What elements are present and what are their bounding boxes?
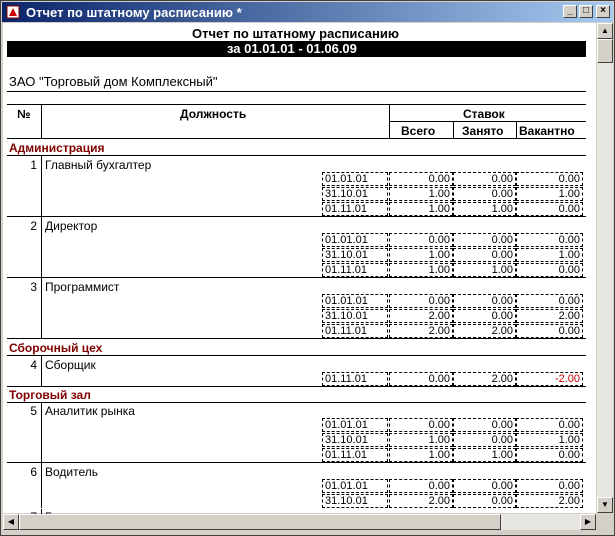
position-name: Водитель <box>45 465 99 479</box>
entry-date: 01.11.01 <box>322 263 388 277</box>
section-title: Сборочный цех <box>9 341 103 355</box>
maximize-icon[interactable]: □ <box>579 5 593 18</box>
entry-vacant: 1.00 <box>516 433 583 447</box>
entry-occupied: 1.00 <box>453 202 516 216</box>
col-header-occupied: Занято <box>462 124 504 138</box>
entry-total: 1.00 <box>389 187 453 201</box>
entry-date: 31.10.01 <box>322 309 388 323</box>
position-name: Программист <box>45 280 120 294</box>
entry-total: 0.00 <box>389 418 453 432</box>
scroll-down-icon[interactable]: ▼ <box>597 497 613 513</box>
entry-total: 0.00 <box>389 294 453 308</box>
row-number: 3 <box>30 280 37 294</box>
position-name: Сборщик <box>45 358 96 372</box>
entry-occupied: 0.00 <box>453 187 516 201</box>
entry-occupied: 0.00 <box>453 479 516 493</box>
vertical-scroll-thumb[interactable] <box>597 39 613 63</box>
entry-total: 2.00 <box>389 494 453 508</box>
entry-vacant: 0.00 <box>516 418 583 432</box>
entry-date: 01.01.01 <box>322 233 388 247</box>
company-name: ЗАО "Торговый дом Комплексный" <box>9 74 218 89</box>
entry-vacant: 0.00 <box>516 172 583 186</box>
entry-date: 01.01.01 <box>322 418 388 432</box>
section-title: Торговый зал <box>9 388 91 402</box>
entry-date: 31.10.01 <box>322 494 388 508</box>
title-bar[interactable] <box>2 2 613 22</box>
entry-occupied: 0.00 <box>453 294 516 308</box>
entry-occupied: 0.00 <box>453 172 516 186</box>
position-name: Главный бухгалтер <box>45 158 152 172</box>
report-app-icon <box>6 5 20 19</box>
entry-occupied: 2.00 <box>453 372 516 386</box>
entry-vacant: 0.00 <box>516 324 583 338</box>
entry-date: 01.11.01 <box>322 448 388 462</box>
entry-occupied: 1.00 <box>453 448 516 462</box>
entry-date: 01.01.01 <box>322 479 388 493</box>
entry-occupied: 0.00 <box>453 309 516 323</box>
entry-occupied: 0.00 <box>453 233 516 247</box>
entry-occupied: 0.00 <box>453 433 516 447</box>
row-number: 1 <box>30 158 37 172</box>
row-number: 5 <box>30 404 37 418</box>
report-period: за 01.01.01 - 01.06.09 <box>227 41 357 56</box>
entry-total: 1.00 <box>389 433 453 447</box>
entry-total: 1.00 <box>389 263 453 277</box>
col-header-num: № <box>17 107 31 121</box>
entry-total: 2.00 <box>389 324 453 338</box>
entry-date: 01.11.01 <box>322 324 388 338</box>
entry-vacant: 0.00 <box>516 294 583 308</box>
period-bar <box>7 41 586 57</box>
entry-vacant: 0.00 <box>516 263 583 277</box>
entry-vacant: 0.00 <box>516 202 583 216</box>
horizontal-scrollbar[interactable] <box>3 514 596 530</box>
entry-total: 1.00 <box>389 202 453 216</box>
minimize-icon[interactable]: _ <box>563 5 577 18</box>
entry-occupied: 1.00 <box>453 263 516 277</box>
position-name: Аналитик рынка <box>45 404 135 418</box>
entry-total: 0.00 <box>389 479 453 493</box>
resize-grip-icon[interactable] <box>597 514 613 530</box>
entry-vacant: 2.00 <box>516 309 583 323</box>
entry-total: 0.00 <box>389 172 453 186</box>
entry-total: 1.00 <box>389 448 453 462</box>
col-header-vacant: Вакантно <box>519 124 575 138</box>
entry-date: 01.01.01 <box>322 172 388 186</box>
row-number: 6 <box>30 465 37 479</box>
horizontal-scroll-thumb[interactable] <box>19 514 501 530</box>
scroll-up-icon[interactable]: ▲ <box>597 23 613 39</box>
entry-vacant: 0.00 <box>516 233 583 247</box>
entry-date: 31.10.01 <box>322 248 388 262</box>
entry-date: 01.11.01 <box>322 372 388 386</box>
position-name: Директор <box>45 219 98 233</box>
close-icon[interactable]: × <box>596 5 610 18</box>
entry-occupied: 0.00 <box>453 418 516 432</box>
entry-date: 31.10.01 <box>322 187 388 201</box>
entry-vacant: 2.00 <box>516 494 583 508</box>
row-number: 4 <box>30 358 37 372</box>
scroll-left-icon[interactable]: ◀ <box>3 514 19 530</box>
entry-vacant-negative: -2.00 <box>516 372 583 386</box>
scroll-right-icon[interactable]: ▶ <box>580 514 596 530</box>
entry-total: 0.00 <box>389 372 453 386</box>
report-title: Отчет по штатному расписанию <box>192 26 399 41</box>
entry-date: 01.01.01 <box>322 294 388 308</box>
entry-vacant: 0.00 <box>516 479 583 493</box>
col-header-rates: Ставок <box>463 107 505 121</box>
section-title: Администрация <box>9 141 105 155</box>
entry-occupied: 0.00 <box>453 248 516 262</box>
vertical-scrollbar[interactable] <box>597 23 613 513</box>
col-header-total: Всего <box>401 124 436 138</box>
entry-occupied: 0.00 <box>453 494 516 508</box>
entry-occupied: 2.00 <box>453 324 516 338</box>
entry-vacant: 0.00 <box>516 448 583 462</box>
window-title: Отчет по штатному расписанию * <box>26 5 242 20</box>
entry-total: 1.00 <box>389 248 453 262</box>
entry-date: 31.10.01 <box>322 433 388 447</box>
entry-vacant: 1.00 <box>516 248 583 262</box>
entry-total: 0.00 <box>389 233 453 247</box>
report-canvas <box>3 23 596 513</box>
entry-vacant: 1.00 <box>516 187 583 201</box>
entry-total: 2.00 <box>389 309 453 323</box>
entry-date: 01.11.01 <box>322 202 388 216</box>
col-header-position: Должность <box>180 107 247 121</box>
row-number: 2 <box>30 219 37 233</box>
